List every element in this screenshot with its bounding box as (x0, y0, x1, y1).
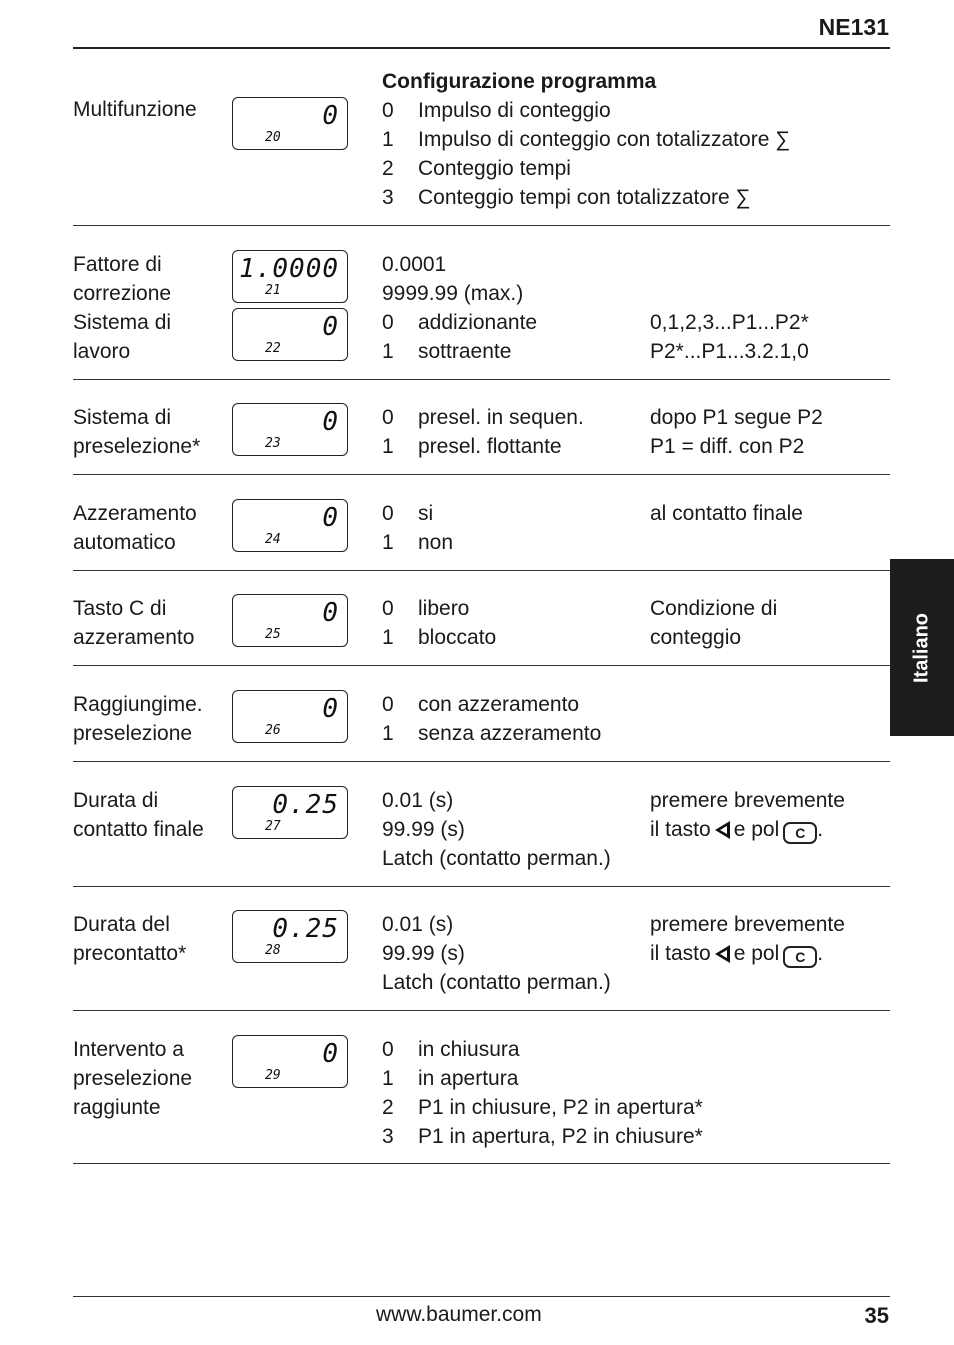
param-options (382, 690, 890, 748)
param-label: Azzeramento automatico (73, 502, 197, 554)
param-label: Multifunzione (73, 98, 197, 121)
param-label: Raggiungime. preselezione (73, 693, 203, 745)
lcd-code: 25 (265, 627, 281, 642)
option-line: 9999.99 (max.) (382, 282, 524, 305)
c-key-icon: C (783, 822, 817, 844)
row-divider (73, 379, 890, 380)
option-line: 99.99 (s) il tasto e pol C . (382, 815, 890, 844)
row-divider (73, 665, 890, 666)
param-label: Durata del precontatto* (73, 913, 187, 965)
option-line: Latch (contatto perman.) (382, 847, 611, 870)
option-line: 1 senza azzeramento (382, 722, 602, 745)
lcd-value: 0 (322, 694, 339, 724)
lcd-value: 0 (322, 101, 339, 131)
option-line: 1 Impulso di conteggio con totalizzatore ∑ (382, 128, 791, 151)
lcd-value: 0 (322, 503, 339, 533)
option-line: Latch (contatto perman.) (382, 971, 611, 994)
param-label: Sistema di preselezione* (73, 406, 201, 458)
option-line: 0.01 (s) premere brevemente (382, 789, 845, 812)
param-label: Intervento a preselezione raggiunte (73, 1038, 193, 1119)
option-line: 1 non (382, 531, 454, 554)
section-heading: Configurazione programma (382, 70, 657, 93)
param-options (382, 786, 890, 873)
lcd-code: 29 (265, 1068, 281, 1083)
left-arrow-key-icon (715, 821, 730, 839)
option-line: 2 P1 in chiusure, P2 in apertura* (382, 1096, 703, 1119)
row-divider (73, 1163, 890, 1164)
lcd-display (232, 97, 348, 150)
option-line: 0 presel. in sequen. dopo P1 segue P2 (382, 406, 823, 429)
c-key-icon: C (783, 946, 817, 968)
option-line: 1 bloccato conteggio (382, 626, 742, 649)
lcd-code: 23 (265, 436, 281, 451)
option-line: 3 P1 in apertura, P2 in chiusure* (382, 1125, 703, 1148)
lcd-display (232, 403, 348, 456)
lcd-value: 0 (322, 407, 339, 437)
lcd-display (232, 786, 348, 839)
lcd-code: 21 (265, 283, 281, 298)
lcd-value: 0.25 (272, 914, 339, 944)
option-line: 0 addizionante 0,1,2,3...P1...P2* (382, 311, 809, 334)
row-divider (73, 1010, 890, 1011)
param-options (382, 403, 890, 461)
footer-rule (73, 1296, 890, 1297)
param-options (382, 910, 890, 997)
lcd-code: 26 (265, 723, 281, 738)
lcd-display (232, 250, 348, 303)
row-divider (73, 886, 890, 887)
option-line: 0.0001 (382, 253, 447, 276)
lcd-code: 28 (265, 943, 281, 958)
param-options (382, 1035, 890, 1151)
param-label: Tasto C di azzeramento (73, 597, 195, 649)
row-divider (73, 474, 890, 475)
option-line: 1 presel. flottante P1 = diff. con P2 (382, 435, 805, 458)
row-divider (73, 570, 890, 571)
option-line: 99.99 (s) il tasto e pol C . (382, 939, 890, 968)
lcd-value: 0 (322, 598, 339, 628)
option-line: 0 in chiusura (382, 1038, 520, 1061)
option-line: 0 Impulso di conteggio (382, 99, 611, 122)
param-label: Durata di contatto finale (73, 789, 204, 841)
option-line: 2 Conteggio tempi (382, 157, 571, 180)
left-arrow-key-icon (715, 945, 730, 963)
lcd-value: 1.0000 (239, 254, 339, 284)
option-line: 0 libero Condizione di (382, 597, 778, 620)
lcd-code: 20 (265, 130, 281, 145)
param-options (382, 67, 890, 212)
param-options (382, 499, 890, 557)
lcd-value: 0.25 (272, 790, 339, 820)
language-tab-label: Italiano (910, 612, 933, 683)
language-tab (890, 559, 954, 736)
lcd-code: 24 (265, 532, 281, 547)
lcd-value: 0 (322, 312, 339, 342)
option-line: 0 si al contatto finale (382, 502, 803, 525)
page-number: 35 (864, 1303, 889, 1328)
lcd-display (232, 499, 348, 552)
row-divider (73, 225, 890, 226)
param-options (382, 250, 890, 366)
row-divider (73, 761, 890, 762)
footer-url: www.baumer.com (376, 1303, 542, 1326)
lcd-display (232, 594, 348, 647)
header-rule (73, 47, 890, 49)
option-line: 0 con azzeramento (382, 693, 580, 716)
lcd-display (232, 690, 348, 743)
lcd-value: 0 (322, 1039, 339, 1069)
lcd-code: 27 (265, 819, 281, 834)
param-options (382, 594, 890, 652)
lcd-display (232, 308, 348, 361)
option-line: 3 Conteggio tempi con totalizzatore ∑ (382, 186, 751, 209)
lcd-code: 22 (265, 341, 281, 356)
param-label: Fattore di correzione Sistema di lavoro (73, 253, 172, 363)
option-line: 1 in apertura (382, 1067, 519, 1090)
lcd-display (232, 1035, 348, 1088)
model-title: NE131 (818, 14, 889, 40)
lcd-display (232, 910, 348, 963)
option-line: 0.01 (s) premere brevemente (382, 913, 845, 936)
option-line: 1 sottraente P2*...P1...3.2.1,0 (382, 340, 809, 363)
